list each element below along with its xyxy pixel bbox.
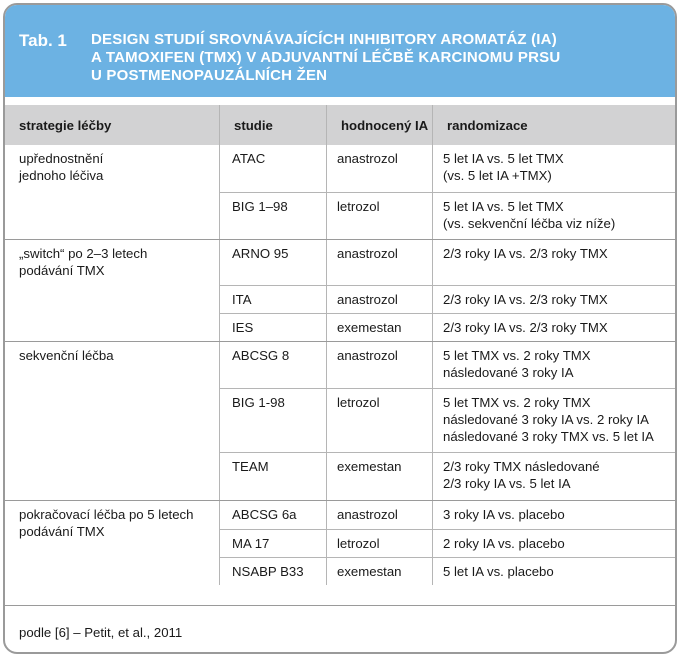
table-title xyxy=(91,31,560,85)
table-row xyxy=(5,145,675,192)
strategy-text: „switch“ po 2–3 letech xyxy=(19,245,148,261)
study-cell: NSABP B33 xyxy=(220,557,327,585)
study-cell: IES xyxy=(220,313,327,341)
study-cell: ITA xyxy=(220,285,327,313)
strategy-cell xyxy=(5,341,220,500)
randomization-text: 2/3 roky IA vs. 5 let IA xyxy=(443,475,571,491)
strategy-text: podávání TMX xyxy=(19,523,105,539)
randomization-text: následované 3 roky IA xyxy=(443,364,574,380)
ia-cell: exemestan xyxy=(327,313,433,341)
randomization-text: následované 3 roky TMX vs. 5 let IA xyxy=(443,428,654,444)
randomization-cell: 3 roky IA vs. placebo xyxy=(433,500,676,529)
randomization-cell xyxy=(433,341,676,388)
strategy-cell xyxy=(5,500,220,585)
randomization-text: 5 let TMX vs. 2 roky TMX xyxy=(443,394,591,410)
randomization-cell: 5 let IA vs. placebo xyxy=(443,563,554,579)
randomization-cell xyxy=(433,192,676,239)
ia-cell: anastrozol xyxy=(327,341,433,388)
randomization-text: 5 let IA vs. 5 let TMX xyxy=(443,151,564,166)
strategy-text: sekvenční léčba xyxy=(19,347,114,363)
randomization-text: následované 3 roky IA vs. 2 roky IA xyxy=(443,411,649,427)
study-cell: MA 17 xyxy=(220,529,327,557)
randomization-cell xyxy=(433,388,676,452)
title-line: U POSTMENOPAUZÁLNÍCH ŽEN xyxy=(91,67,328,84)
table-head-row xyxy=(5,105,675,145)
study-cell: TEAM xyxy=(220,452,327,500)
strategy-text: upřednostnění xyxy=(19,151,104,166)
randomization-text: 2/3 roky TMX následované xyxy=(443,458,600,474)
strategy-cell xyxy=(5,145,220,239)
randomization-text: 5 let IA vs. 5 let TMX xyxy=(443,198,564,214)
table-row xyxy=(5,239,675,285)
table-row xyxy=(5,341,675,388)
randomization-cell: 2/3 roky IA vs. 2/3 roky TMX xyxy=(433,313,676,341)
footer-divider xyxy=(5,605,675,606)
ia-cell: anastrozol xyxy=(327,239,433,285)
ia-cell: letrozol xyxy=(327,529,433,557)
study-cell: ARNO 95 xyxy=(220,239,327,285)
studies-table xyxy=(5,105,675,585)
strategy-text: jednoho léčiva xyxy=(19,168,104,183)
strategy-text: pokračovací léčba po 5 letech xyxy=(19,506,194,522)
ia-cell: letrozol xyxy=(327,388,433,452)
randomization-cell xyxy=(433,145,676,192)
strategy-text: podávání TMX xyxy=(19,262,105,278)
randomization-cell xyxy=(433,452,676,500)
randomization-cell: 2/3 roky IA vs. 2/3 roky TMX xyxy=(433,285,676,313)
randomization-text: (vs. sekvenční léčba viz níže) xyxy=(443,215,616,231)
randomization-cell: 2/3 roky IA vs. 2/3 roky TMX xyxy=(433,239,676,285)
strategy-cell xyxy=(5,239,220,341)
title-line: DESIGN STUDIÍ SROVNÁVAJÍCÍCH INHIBITORY AROMATÁZ (IA) xyxy=(91,31,557,48)
study-cell: BIG 1–98 xyxy=(220,192,327,239)
randomization-text: 5 let TMX vs. 2 roky TMX xyxy=(443,347,591,363)
table-header-band xyxy=(5,5,675,97)
ia-cell: anastrozol xyxy=(327,285,433,313)
ia-cell: anastrozol xyxy=(327,500,433,529)
study-cell: BIG 1-98 xyxy=(220,388,327,452)
source-note: podle [6] – Petit, et al., 2011 xyxy=(19,625,183,640)
table-row xyxy=(5,500,675,529)
ia-cell: exemestan xyxy=(327,452,433,500)
ia-cell: exemestan xyxy=(327,557,433,585)
column-header-randomization: randomizace xyxy=(433,105,676,145)
study-cell: ABCSG 6a xyxy=(220,500,327,529)
table-number: Tab. 1 xyxy=(19,31,67,50)
table-card xyxy=(3,3,677,654)
ia-cell: anastrozol xyxy=(327,145,433,192)
title-line: A TAMOXIFEN (TMX) V ADJUVANTNÍ LÉČBĚ KARCINOMU PRSU xyxy=(91,49,561,66)
randomization-cell: 2 roky IA vs. placebo xyxy=(433,529,676,557)
study-cell: ABCSG 8 xyxy=(220,341,327,388)
column-header-ia: hodnocený IA xyxy=(327,105,433,145)
ia-cell: letrozol xyxy=(327,192,433,239)
randomization-text: (vs. 5 let IA +TMX) xyxy=(443,168,552,183)
column-header-study: studie xyxy=(220,105,327,145)
column-header-strategy: strategie léčby xyxy=(5,105,220,145)
study-cell: ATAC xyxy=(220,145,327,192)
